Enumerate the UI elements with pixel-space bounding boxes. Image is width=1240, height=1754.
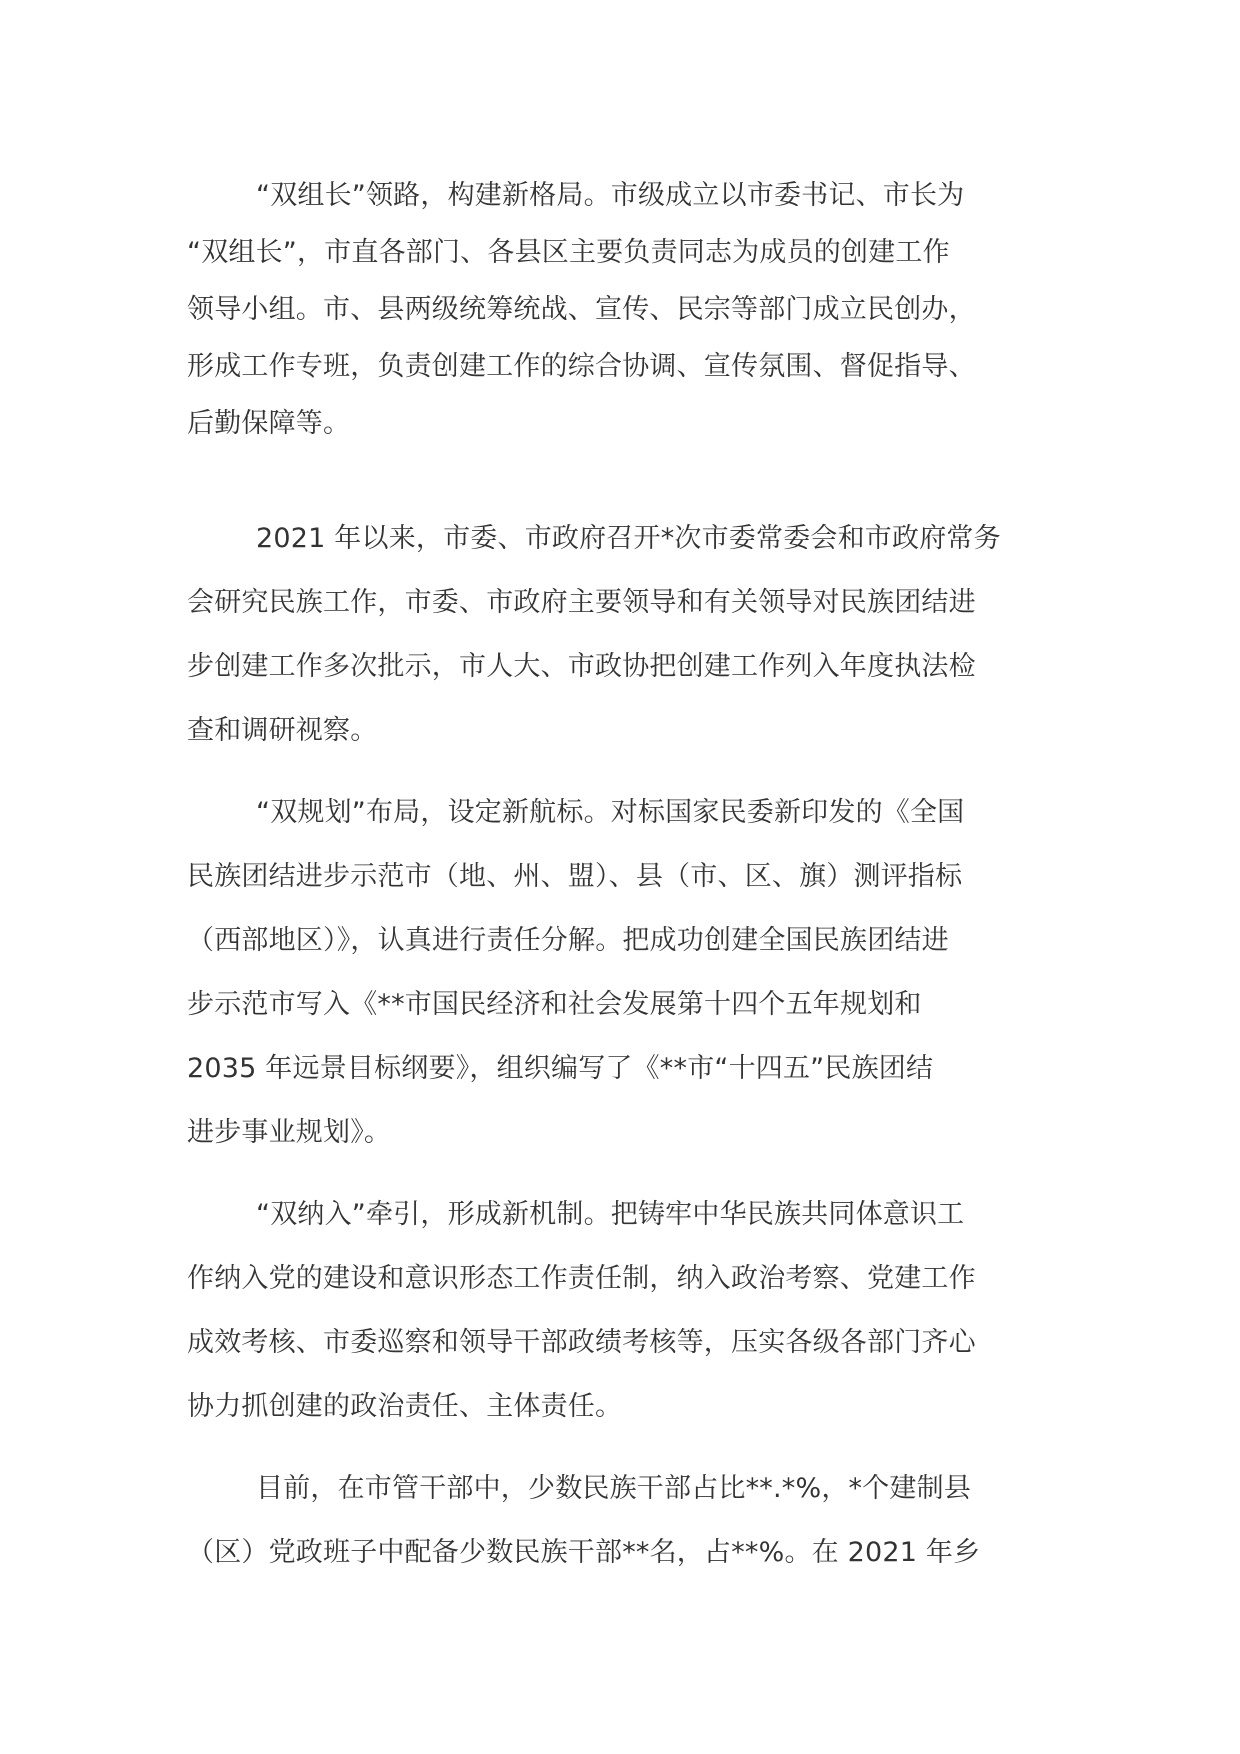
- paragraph-4-line-4: 协力抓创建的政治责任、主体责任。: [187, 1391, 623, 1422]
- paragraph-5-line-2: （区）党政班子中配备少数民族干部**名，占**%。在 2021 年乡: [187, 1537, 981, 1568]
- paragraph-3-line-3: （西部地区）》，认真进行责任分解。把成功创建全国民族团结进: [187, 925, 949, 956]
- paragraph-3-line-2: 民族团结进步示范市（地、州、盟）、县（市、区、旗）测评指标: [187, 861, 963, 892]
- paragraph-1-line-4: 形成工作专班，负责创建工作的综合协调、宣传氛围、督促指导、: [187, 351, 976, 382]
- paragraph-3-line-6: 进步事业规划》。: [187, 1117, 392, 1148]
- paragraph-4-line-2: 作纳入党的建设和意识形态工作责任制，纳入政治考察、党建工作: [187, 1263, 976, 1294]
- paragraph-5-line-1: 目前，在市管干部中，少数民族干部占比**.*%，*个建制县: [256, 1473, 972, 1504]
- paragraph-1-line-2: “双组长”，市直各部门、各县区主要负责同志为成员的创建工作: [187, 237, 950, 268]
- paragraph-2-line-4: 查和调研视察。: [187, 715, 378, 746]
- paragraph-3-line-1: “双规划”布局，设定新航标。对标国家民委新印发的《全国: [256, 797, 965, 828]
- paragraph-1-line-1: “双组长”领路，构建新格局。市级成立以市委书记、市长为: [256, 180, 965, 211]
- paragraph-1-line-5: 后勤保障等。: [187, 408, 351, 439]
- paragraph-3-line-5: 2035 年远景目标纲要》，组织编写了《**市“十四五”民族团结: [187, 1053, 934, 1084]
- paragraph-2-line-1: 2021 年以来，市委、市政府召开*次市委常委会和市政府常务: [256, 523, 1001, 554]
- paragraph-1-line-3: 领导小组。市、县两级统筹统战、宣传、民宗等部门成立民创办，: [187, 294, 976, 325]
- paragraph-2-line-3: 步创建工作多次批示，市人大、市政协把创建工作列入年度执法检: [187, 651, 976, 682]
- paragraph-3-line-4: 步示范市写入《**市国民经济和社会发展第十四个五年规划和: [187, 989, 922, 1020]
- paragraph-4-line-1: “双纳入”牵引，形成新机制。把铸牢中华民族共同体意识工: [256, 1199, 965, 1230]
- paragraph-4-line-3: 成效考核、市委巡察和领导干部政绩考核等，压实各级各部门齐心: [187, 1327, 976, 1358]
- paragraph-2-line-2: 会研究民族工作，市委、市政府主要领导和有关领导对民族团结进: [187, 587, 976, 618]
